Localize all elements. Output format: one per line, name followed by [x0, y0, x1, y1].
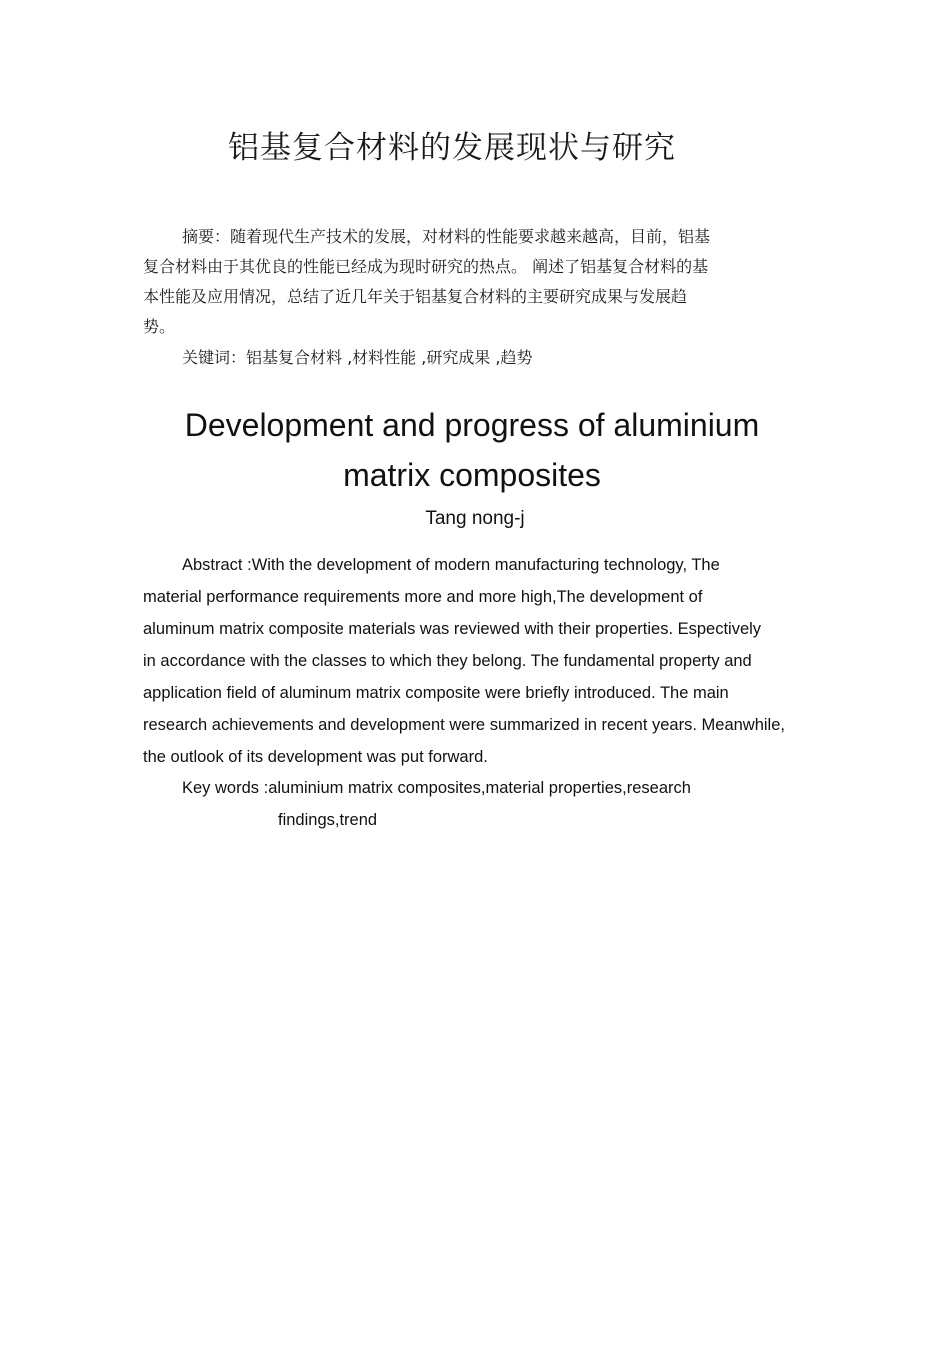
english-abstract-line: aluminum matrix composite materials was reviewed with their properties. Espectively — [143, 620, 762, 638]
english-abstract-line: material performance requirements more and more high,The development of — [143, 588, 703, 606]
english-abstract — [143, 549, 843, 773]
chinese-abstract-line: 摘要：随着现代生产技术的发展，对材料的性能要求越来越高，目前，铝基 — [182, 227, 711, 246]
author-name: Tang nong-j — [425, 508, 525, 529]
chinese-title: 铝基复合材料的发展现状与研究 — [228, 130, 676, 166]
chinese-abstract-line: 本性能及应用情况，总结了近几年关于铝基复合材料的主要研究成果与发展趋 — [143, 287, 688, 306]
english-title — [0, 400, 944, 500]
english-title-line: Development and progress of aluminium — [184, 407, 760, 443]
english-abstract-line: in accordance with the classes to which they belong. The fundamental property and — [143, 652, 752, 670]
english-keywords-line: Key words :aluminium matrix composites,material properties,research — [182, 779, 691, 797]
english-keywords — [182, 772, 691, 836]
chinese-abstract — [143, 222, 803, 342]
english-abstract-line: Abstract :With the development of modern manufacturing technology, The — [182, 556, 720, 574]
english-abstract-line: research achievements and development were summarized in recent years. Meanwhile, — [143, 716, 785, 734]
english-keywords-line: findings,trend — [278, 811, 378, 829]
chinese-abstract-line: 复合材料由于其优良的性能已经成为现时研究的热点。 阐述了铝基复合材料的基 — [143, 257, 709, 276]
english-abstract-line: the outlook of its development was put forward. — [143, 748, 488, 766]
chinese-abstract-line: 势。 — [143, 317, 176, 336]
english-abstract-line: application field of aluminum matrix composite were briefly introduced. The main — [143, 684, 729, 702]
chinese-keywords: 关键词：铝基复合材料 ,材料性能 ,研究成果 ,趋势 — [182, 348, 533, 367]
english-title-line: matrix composites — [343, 457, 601, 493]
